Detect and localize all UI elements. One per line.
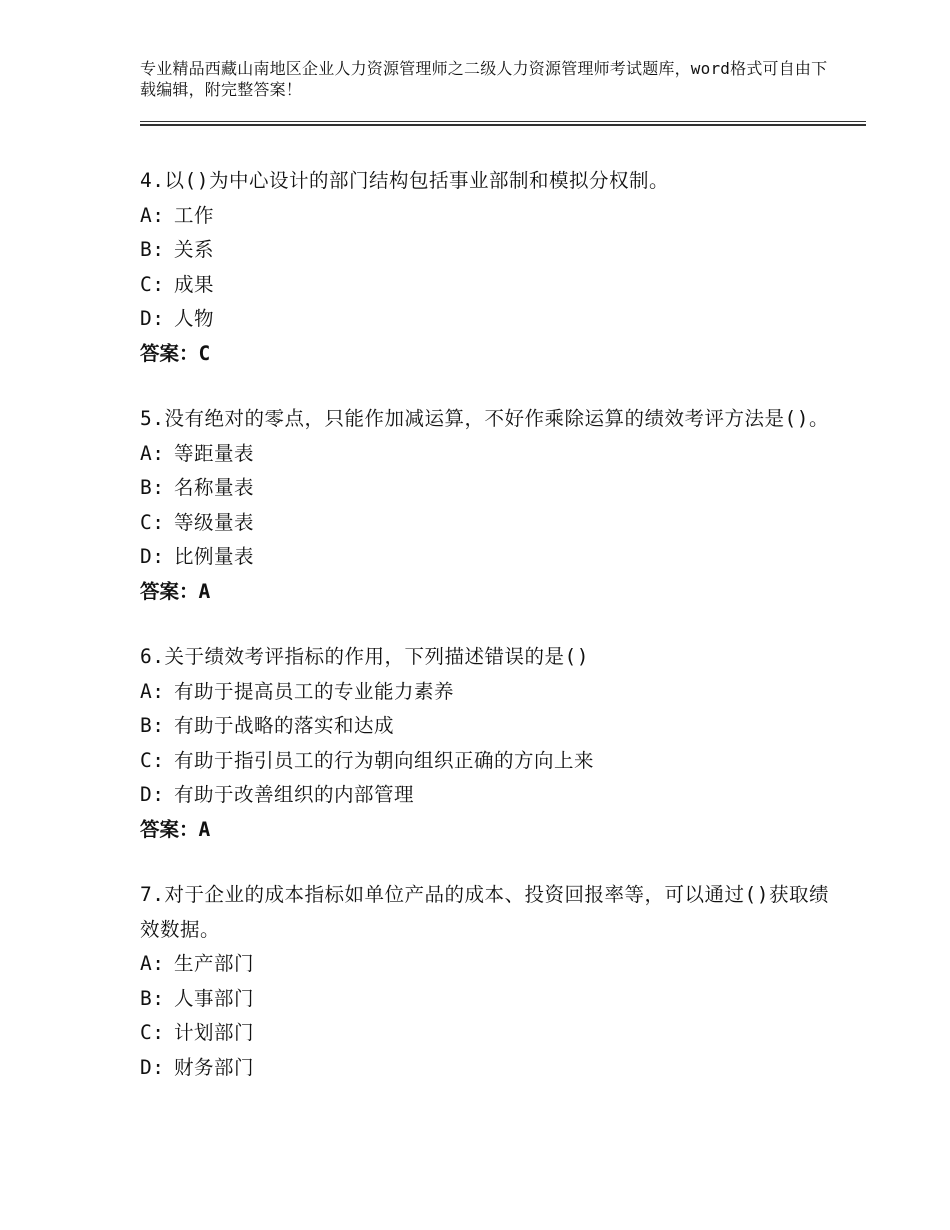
question-list [140, 164, 840, 1116]
header-divider [140, 121, 866, 122]
answer-label: 答案：C [140, 341, 211, 365]
option-key: C: [140, 510, 165, 534]
option-b [140, 233, 840, 268]
answer-label: 答案：A [140, 579, 211, 603]
option-text: 财务部门 [174, 1055, 255, 1079]
question-6 [140, 640, 840, 847]
option-text: 成果 [174, 272, 215, 296]
option-key: C: [140, 272, 165, 296]
option-text: 有助于指引员工的行为朝向组织正确的方向上来 [174, 748, 595, 772]
option-c [140, 506, 840, 541]
option-text: 人事部门 [174, 986, 255, 1010]
option-text: 有助于战略的落实和达成 [174, 714, 395, 737]
option-key: B: [140, 476, 165, 499]
option-key: D: [140, 1055, 165, 1079]
option-a [140, 437, 840, 472]
question-4 [140, 164, 840, 371]
option-key: B: [140, 238, 165, 261]
option-d [140, 778, 840, 813]
option-text: 等级量表 [174, 510, 255, 534]
option-text: 生产部门 [174, 952, 255, 975]
option-a [140, 199, 840, 234]
option-text: 人物 [174, 307, 215, 330]
option-text: 工作 [174, 203, 215, 227]
question-stem: 6.关于绩效考评指标的作用，下列描述错误的是() [140, 645, 589, 668]
option-key: C: [140, 748, 165, 772]
option-text: 有助于提高员工的专业能力素养 [174, 679, 455, 703]
option-a [140, 675, 840, 710]
option-text: 计划部门 [174, 1021, 255, 1044]
option-key: A: [140, 203, 165, 227]
question-7 [140, 878, 840, 1085]
option-text: 有助于改善组织的内部管理 [174, 783, 415, 806]
option-key: D: [140, 545, 165, 568]
question-stem: 7.对于企业的成本指标如单位产品的成本、投资回报率等，可以通过()获取绩效数据。 [140, 883, 829, 941]
option-b [140, 471, 840, 506]
question-5 [140, 402, 840, 609]
option-key: C: [140, 1021, 165, 1044]
option-key: A: [140, 441, 165, 465]
option-key: D: [140, 783, 165, 806]
question-stem: 5.没有绝对的零点，只能作加减运算，不好作乘除运算的绩效考评方法是()。 [140, 407, 829, 430]
option-b [140, 982, 840, 1017]
option-text: 关系 [174, 238, 215, 261]
option-key: A: [140, 679, 165, 703]
option-text: 名称量表 [174, 476, 255, 499]
option-key: B: [140, 714, 165, 737]
option-key: B: [140, 986, 165, 1010]
option-b [140, 709, 840, 744]
option-text: 比例量表 [174, 545, 255, 568]
document-header: 专业精品西藏山南地区企业人力资源管理师之二级人力资源管理师考试题库，word格式可自由下载编辑，附完整答案！ [140, 59, 828, 99]
answer-label: 答案：A [140, 817, 211, 841]
header-divider-thick [140, 124, 866, 126]
option-d [140, 540, 840, 575]
option-c [140, 1016, 840, 1051]
option-d [140, 1051, 840, 1086]
option-key: A: [140, 952, 165, 975]
option-a [140, 947, 840, 982]
option-c [140, 268, 840, 303]
question-stem: 4.以()为中心设计的部门结构包括事业部制和模拟分权制。 [140, 169, 669, 192]
option-text: 等距量表 [174, 441, 255, 465]
option-d [140, 302, 840, 337]
option-c [140, 744, 840, 779]
option-key: D: [140, 307, 165, 330]
